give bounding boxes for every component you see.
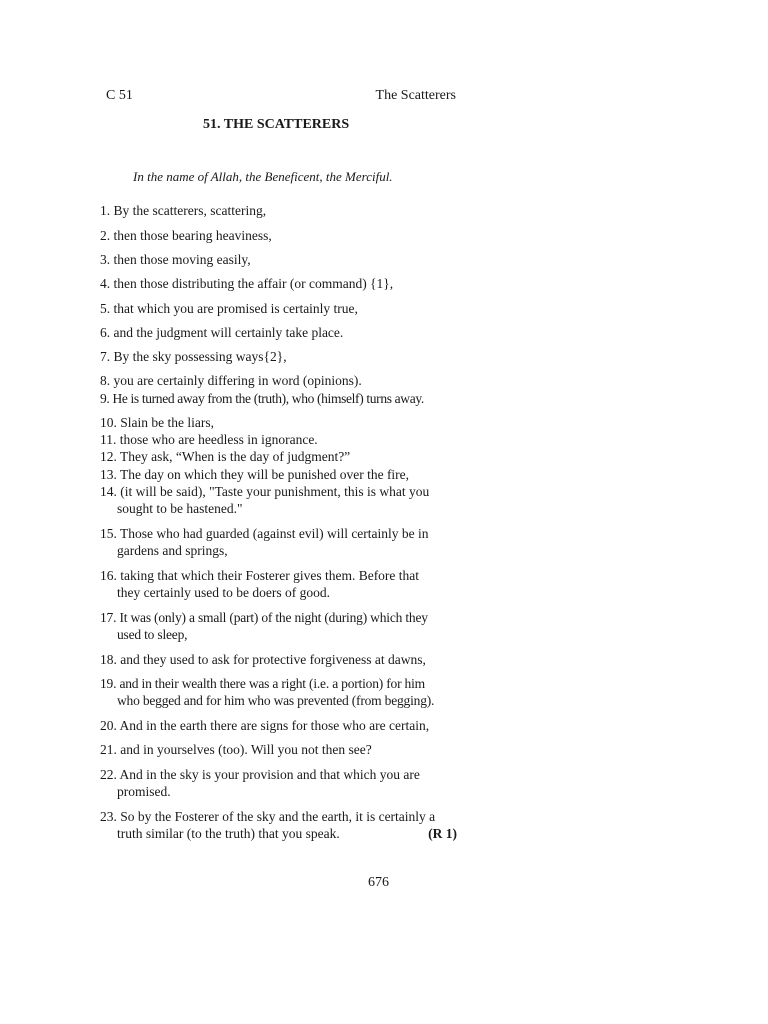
verse-text: 4. then those distributing the affair (or command) {1},: [100, 276, 394, 291]
running-title: The Scatterers: [375, 88, 456, 103]
verse-text: 15. Those who had guarded (against evil) will certainly be in: [100, 526, 429, 541]
verse-text: 13. The day on which they will be punished over the fire,: [100, 467, 410, 482]
verse-continuation: [100, 825, 457, 842]
verse-text: 23. So by the Fosterer of the sky and the earth, it is certainly a: [100, 809, 436, 824]
verse-text: 12. They ask, “When is the day of judgment?”: [100, 449, 351, 464]
verse-text: 8. you are certainly differing in word (opinions).: [100, 373, 362, 388]
verse-continuation: they certainly used to be doers of good.: [117, 585, 330, 600]
verse-12: [100, 448, 457, 465]
verse-text: 5. that which you are promised is certainly true,: [100, 301, 358, 316]
verse-21: [100, 741, 457, 758]
verse-text: 19. and in their wealth there was a right (i.e. a portion) for him: [100, 676, 425, 691]
page-number: 676: [368, 875, 389, 890]
verse-text: 10. Slain be the liars,: [100, 415, 214, 430]
verse-continuation-text: truth similar (to the truth) that you speak.: [117, 826, 340, 841]
verse-text: 1. By the scatterers, scattering,: [100, 203, 267, 218]
verse-13: [100, 466, 457, 483]
verse-5: [100, 300, 457, 317]
verse-text: 3. then those moving easily,: [100, 252, 251, 267]
verse-16: [100, 567, 457, 601]
verse-continuation: gardens and springs,: [117, 543, 228, 558]
verse-18: [100, 651, 457, 668]
verse-22: [100, 766, 457, 800]
verse-continuation: sought to be hastened.": [117, 501, 243, 516]
verse-text: 20. And in the earth there are signs for those who are certain,: [100, 718, 430, 733]
verse-continuation: who begged and for him who was prevented (from begging).: [117, 693, 435, 708]
verse-1: [100, 202, 457, 219]
verse-6: [100, 324, 457, 341]
verse-4: [100, 275, 457, 292]
verse-11: [100, 431, 457, 448]
verse-text: 22. And in the sky is your provision and that which you are: [100, 767, 420, 782]
verse-text: 11. those who are heedless in ignorance.: [100, 432, 318, 447]
verse-text: 18. and they used to ask for protective forgiveness at dawns,: [100, 652, 426, 667]
verse-10: [100, 414, 457, 431]
verse-8: [100, 372, 457, 389]
verse-15: [100, 525, 457, 559]
verse-text: 7. By the sky possessing ways{2},: [100, 349, 287, 364]
verse-text: 9. He is turned away from the (truth), who (himself) turns away.: [100, 391, 424, 406]
section-marker: (R 1): [428, 826, 457, 841]
verse-continuation: used to sleep,: [117, 627, 188, 642]
verse-19: [100, 675, 457, 709]
verse-23: [100, 808, 457, 842]
chapter-title: 51. THE SCATTERERS: [203, 117, 350, 132]
verse-text: 17. It was (only) a small (part) of the night (during) which they: [100, 610, 428, 625]
verse-text: 16. taking that which their Fosterer gives them. Before that: [100, 568, 420, 583]
verse-text: 14. (it will be said), "Taste your punishment, this is what you: [100, 484, 430, 499]
verse-text: 6. and the judgment will certainly take place.: [100, 325, 344, 340]
verse-7: [100, 348, 457, 365]
verse-14: [100, 483, 457, 517]
verse-20: [100, 717, 457, 734]
verse-text: 2. then those bearing heaviness,: [100, 228, 272, 243]
verse-text: 21. and in yourselves (too). Will you not then see?: [100, 742, 372, 757]
chapter-reference: C 51: [106, 88, 133, 103]
verse-2: [100, 227, 457, 244]
verse-17: [100, 609, 457, 643]
verse-continuation: promised.: [117, 784, 171, 799]
invocation: In the name of Allah, the Beneficent, the Merciful.: [133, 169, 393, 184]
verse-3: [100, 251, 457, 268]
verse-9: [100, 390, 457, 407]
